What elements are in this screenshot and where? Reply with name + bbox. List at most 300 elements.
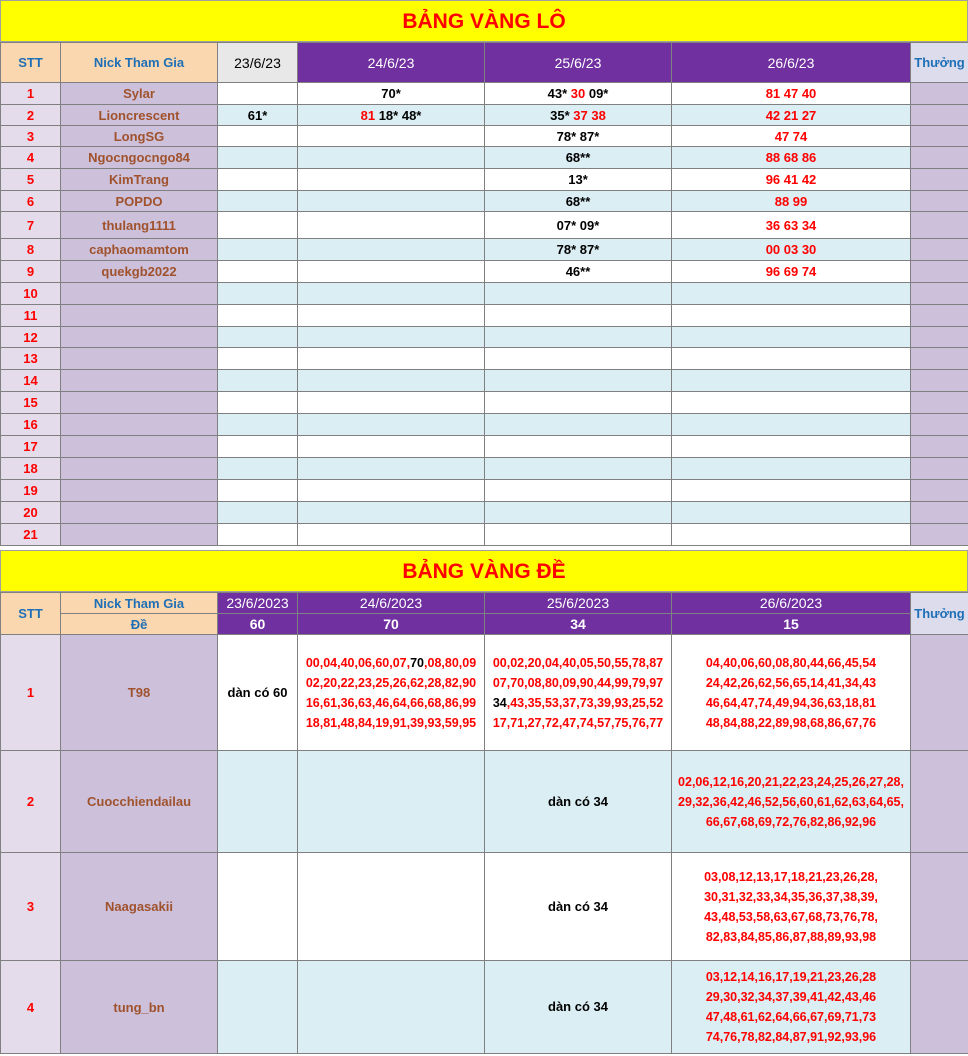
- lo-pick-d4: [672, 169, 911, 191]
- lo-pick-d3: [485, 436, 672, 458]
- lo-pick-d4: [672, 458, 911, 480]
- lo-row: [1, 348, 968, 370]
- lo-pick-number: 35*: [550, 107, 574, 123]
- lo-pick-d2: [298, 327, 485, 348]
- lo-pick-d2: [298, 105, 485, 126]
- de-row: [1, 961, 968, 1054]
- de-row: [1, 853, 968, 961]
- lo-pick-number: 88 99: [774, 193, 808, 209]
- lo-row-nick: [61, 480, 218, 502]
- lo-row-stt: 10: [1, 283, 61, 305]
- lo-pick-number: 81 47 40: [765, 86, 817, 101]
- lo-pick-d3: [485, 458, 672, 480]
- lo-row-nick: LongSG: [61, 126, 218, 147]
- de-number-line: [674, 1007, 908, 1027]
- lo-pick-d4: [672, 370, 911, 392]
- de-row-stt: 3: [1, 853, 61, 961]
- lo-row: [1, 239, 968, 261]
- de-number-segment: 47,48,61,62,64,66,67,69,71,73: [705, 1010, 877, 1024]
- de-table: [0, 592, 968, 1054]
- lo-pick-number: 96 69 74: [765, 264, 817, 279]
- lo-header-date-1: 23/6/23: [218, 43, 298, 83]
- lo-pick-d4: [672, 327, 911, 348]
- lo-pick-d3: [485, 502, 672, 524]
- de-number-segment: 03,12,14,16,17,19,21,23,26,28: [705, 970, 877, 984]
- lo-pick-d4: [672, 83, 911, 105]
- lo-pick-d1: [218, 348, 298, 370]
- lo-pick-d4: [672, 147, 911, 169]
- lo-pick-d4: [672, 305, 911, 327]
- lo-pick-d3: [485, 147, 672, 169]
- lo-row-nick: [61, 327, 218, 348]
- de-number-line: [674, 673, 908, 693]
- lo-pick-d2: [298, 480, 485, 502]
- lo-row: [1, 305, 968, 327]
- de-header-date-3: 25/6/2023: [485, 593, 672, 614]
- lo-pick-d3: [485, 191, 672, 212]
- de-number-line: [300, 673, 482, 693]
- lo-row-prize: [911, 147, 968, 169]
- de-number-line: [674, 907, 908, 927]
- lo-pick-d1: [218, 147, 298, 169]
- de-number-segment: 29,30,32,34,37,39,41,42,43,46: [705, 990, 877, 1004]
- lo-pick-d3: [485, 126, 672, 147]
- de-pick-d3: [485, 961, 672, 1054]
- lo-pick-d3: [485, 105, 672, 126]
- lo-row-nick: [61, 348, 218, 370]
- lo-row-prize: [911, 239, 968, 261]
- lo-row: [1, 524, 968, 546]
- lo-header-date-2: 24/6/23: [298, 43, 485, 83]
- de-number-line: [674, 987, 908, 1007]
- de-number-segment: 16,61,36,63,46,64,66,68,86,99: [305, 695, 477, 710]
- de-header-row: [1, 593, 968, 614]
- lo-pick-d4: [672, 261, 911, 283]
- de-number-line: [674, 772, 908, 792]
- de-pick-d4: [672, 853, 911, 961]
- de-number-segment: 48,84,88,22,89,98,68,86,67,76: [705, 715, 877, 730]
- de-header-prize: Thưởng: [911, 593, 968, 635]
- de-number-list: [672, 653, 910, 733]
- de-number-segment: 34: [492, 695, 507, 710]
- lo-pick-d1: [218, 126, 298, 147]
- lo-row: [1, 126, 968, 147]
- de-pick-d2: [298, 961, 485, 1054]
- lo-row: [1, 283, 968, 305]
- de-pick-d1: [218, 853, 298, 961]
- de-number-line: [300, 713, 482, 733]
- de-pick-d2: [298, 751, 485, 853]
- lo-pick-d4: [672, 126, 911, 147]
- lo-pick-d2: [298, 191, 485, 212]
- lo-pick-d1: [218, 524, 298, 546]
- lo-pick-d4: [672, 191, 911, 212]
- lo-pick-d4: [672, 212, 911, 239]
- de-number-line: [487, 693, 669, 713]
- lo-pick-d2: [298, 436, 485, 458]
- lo-row-prize: [911, 169, 968, 191]
- de-number-list: [672, 867, 910, 947]
- lo-row-stt: 8: [1, 239, 61, 261]
- de-number-segment: 02,06,12,16,20,21,22,23,24,25,26,27,28,: [678, 774, 904, 789]
- de-title-banner: [0, 550, 968, 592]
- de-number-segment: 02,20,22,23,25,26,62,28,82,90: [305, 675, 477, 690]
- lo-pick-d1: [218, 327, 298, 348]
- lo-row: [1, 83, 968, 105]
- lo-pick-d4: [672, 105, 911, 126]
- lo-pick-d2: [298, 83, 485, 105]
- de-pick-d3: [485, 853, 672, 961]
- lo-row-prize: [911, 414, 968, 436]
- lo-pick-d2: [298, 147, 485, 169]
- de-number-segment: 74,76,78,82,84,87,91,92,93,96: [705, 1030, 877, 1044]
- lo-pick-number: 07* 09*: [556, 217, 600, 233]
- lo-row-nick: thulang1111: [61, 212, 218, 239]
- lo-row-prize: [911, 305, 968, 327]
- lo-title: BẢNG VÀNG LÔ: [402, 10, 566, 33]
- lo-pick-d3: [485, 524, 672, 546]
- de-pick-note: dàn có 34: [548, 898, 608, 914]
- de-number-segment: 82,83,84,85,86,87,88,89,93,98: [705, 929, 877, 944]
- lo-pick-d1: [218, 261, 298, 283]
- lo-pick-number: 70*: [381, 86, 401, 101]
- lo-row-nick: Ngocngocngo84: [61, 147, 218, 169]
- de-header-date-4: 26/6/2023: [672, 593, 911, 614]
- lo-row-prize: [911, 348, 968, 370]
- de-number-segment: 29,32,36,42,46,52,56,60,61,62,63,64,65,: [678, 794, 904, 809]
- de-number-segment: 70: [410, 655, 425, 670]
- lo-table: [0, 42, 968, 546]
- de-row-nick: T98: [61, 635, 218, 751]
- lo-row: [1, 370, 968, 392]
- lo-pick-d1: [218, 83, 298, 105]
- lo-pick-number: 42 21 27: [765, 107, 817, 123]
- lo-pick-number: 78* 87*: [556, 242, 600, 257]
- lo-row-nick: [61, 305, 218, 327]
- de-row-prize: [911, 853, 968, 961]
- de-number-segment: 66,67,68,69,72,76,82,86,92,96: [705, 814, 877, 829]
- lo-row: [1, 436, 968, 458]
- lo-pick-d2: [298, 305, 485, 327]
- lo-pick-d1: [218, 283, 298, 305]
- lo-row-nick: caphaomamtom: [61, 239, 218, 261]
- lo-header-date-3: 25/6/23: [485, 43, 672, 83]
- lo-row-nick: KimTrang: [61, 169, 218, 191]
- lo-row: [1, 480, 968, 502]
- de-number-segment: 03,08,12,13,17,18,21,23,26,28,: [704, 869, 878, 884]
- lo-pick-number: 00 03 30: [765, 242, 817, 257]
- de-number-segment: ,43,35,53,37,73,39,93,25,52: [506, 695, 664, 710]
- lo-pick-d3: [485, 83, 672, 105]
- lo-pick-number: 61*: [247, 107, 268, 123]
- lo-row: [1, 169, 968, 191]
- lo-row-stt: 13: [1, 348, 61, 370]
- de-number-line: [674, 792, 908, 812]
- lo-row-stt: 19: [1, 480, 61, 502]
- lo-row: [1, 147, 968, 169]
- lo-pick-number: 46**: [565, 264, 591, 279]
- lo-header-prize: Thưởng: [911, 43, 968, 83]
- lo-pick-d1: [218, 105, 298, 126]
- de-pick-note: dàn có 60: [227, 684, 288, 700]
- de-row-prize: [911, 961, 968, 1054]
- lo-pick-d2: [298, 458, 485, 480]
- lo-row-stt: 1: [1, 83, 61, 105]
- lo-pick-number: 30: [570, 86, 589, 101]
- lo-row-prize: [911, 392, 968, 414]
- de-number-line: [674, 967, 908, 987]
- lo-row-prize: [911, 502, 968, 524]
- lo-pick-d3: [485, 212, 672, 239]
- de-number-line: [674, 887, 908, 907]
- de-number-line: [674, 653, 908, 673]
- lo-pick-d2: [298, 261, 485, 283]
- lo-pick-d3: [485, 169, 672, 191]
- lo-row: [1, 414, 968, 436]
- lo-row-prize: [911, 524, 968, 546]
- lo-row: [1, 327, 968, 348]
- de-result-3: 34: [485, 614, 672, 635]
- de-pick-d2: [298, 635, 485, 751]
- de-number-segment: 18,81,48,84,19,91,39,93,59,95: [305, 715, 477, 730]
- lo-pick-d3: [485, 414, 672, 436]
- lo-row-stt: 6: [1, 191, 61, 212]
- lo-row-stt: 16: [1, 414, 61, 436]
- lo-row-nick: [61, 436, 218, 458]
- lo-pick-d4: [672, 524, 911, 546]
- de-number-line: [300, 693, 482, 713]
- lo-pick-d2: [298, 414, 485, 436]
- lo-row-stt: 18: [1, 458, 61, 480]
- lo-pick-d3: [485, 305, 672, 327]
- lo-pick-d2: [298, 212, 485, 239]
- de-pick-d4: [672, 635, 911, 751]
- lo-header-stt: STT: [1, 43, 61, 83]
- lo-pick-number: 09*: [588, 86, 609, 101]
- lo-row: [1, 105, 968, 126]
- de-pick-d4: [672, 751, 911, 853]
- lo-row-prize: [911, 370, 968, 392]
- lo-header-date-4: 26/6/23: [672, 43, 911, 83]
- de-row-nick: Naagasakii: [61, 853, 218, 961]
- lo-pick-d2: [298, 502, 485, 524]
- de-result-2: 70: [298, 614, 485, 635]
- de-pick-d1: [218, 961, 298, 1054]
- de-pick-d2: [298, 853, 485, 961]
- de-number-line: [487, 673, 669, 693]
- de-row-prize: [911, 751, 968, 853]
- de-number-line: [674, 713, 908, 733]
- de-number-segment: 00,04,40,06,60,07,: [305, 655, 411, 670]
- de-number-line: [674, 812, 908, 832]
- lo-row-prize: [911, 283, 968, 305]
- lo-pick-d1: [218, 305, 298, 327]
- lo-pick-d1: [218, 239, 298, 261]
- de-row-nick: Cuocchiendailau: [61, 751, 218, 853]
- lo-pick-d2: [298, 524, 485, 546]
- de-pick-d3: [485, 635, 672, 751]
- lo-row-stt: 21: [1, 524, 61, 546]
- lo-pick-d2: [298, 169, 485, 191]
- de-number-line: [487, 713, 669, 733]
- lo-row: [1, 392, 968, 414]
- lo-pick-d4: [672, 239, 911, 261]
- lo-row-prize: [911, 480, 968, 502]
- lo-row-stt: 9: [1, 261, 61, 283]
- lo-row-stt: 3: [1, 126, 61, 147]
- lo-pick-d4: [672, 436, 911, 458]
- lo-row-prize: [911, 105, 968, 126]
- lo-row-prize: [911, 458, 968, 480]
- de-row-nick: tung_bn: [61, 961, 218, 1054]
- lo-row-nick: [61, 370, 218, 392]
- de-number-segment: 17,71,27,72,47,74,57,75,76,77: [492, 715, 664, 730]
- de-header-date-1: 23/6/2023: [218, 593, 298, 614]
- de-result-1: 60: [218, 614, 298, 635]
- de-result-row: [1, 614, 968, 635]
- lo-pick-number: 68**: [565, 150, 591, 165]
- de-number-line: [300, 653, 482, 673]
- lo-pick-d1: [218, 169, 298, 191]
- lo-pick-d3: [485, 239, 672, 261]
- lo-pick-d4: [672, 480, 911, 502]
- de-number-line: [674, 693, 908, 713]
- lo-pick-d3: [485, 327, 672, 348]
- lo-row: [1, 212, 968, 239]
- lo-header-row: [1, 43, 968, 83]
- lo-pick-d4: [672, 283, 911, 305]
- lo-row-stt: 4: [1, 147, 61, 169]
- lo-pick-number: 81: [360, 107, 379, 123]
- lo-pick-d2: [298, 126, 485, 147]
- lo-pick-d2: [298, 283, 485, 305]
- lo-pick-number: 37 38: [573, 107, 606, 123]
- de-number-segment: 30,31,32,33,34,35,36,37,38,39,: [704, 889, 878, 904]
- lo-pick-number: 96 41 42: [765, 172, 817, 187]
- lo-row-stt: 11: [1, 305, 61, 327]
- de-header-de-label: Đề: [61, 614, 218, 635]
- lo-row-prize: [911, 212, 968, 239]
- lo-row-nick: [61, 283, 218, 305]
- lo-row-nick: [61, 502, 218, 524]
- de-number-list: [298, 653, 484, 733]
- de-number-list: [672, 967, 910, 1047]
- lo-pick-d2: [298, 239, 485, 261]
- lo-row-prize: [911, 126, 968, 147]
- lo-pick-d3: [485, 480, 672, 502]
- lo-row-stt: 5: [1, 169, 61, 191]
- de-number-segment: ,08,80,09: [424, 655, 477, 670]
- lo-row-stt: 2: [1, 105, 61, 126]
- lo-pick-d3: [485, 392, 672, 414]
- lo-pick-d2: [298, 392, 485, 414]
- lo-row-nick: quekgb2022: [61, 261, 218, 283]
- lo-pick-d3: [485, 283, 672, 305]
- de-number-line: [674, 1027, 908, 1047]
- lo-pick-number: 36 63 34: [765, 217, 817, 233]
- lo-row-nick: Sylar: [61, 83, 218, 105]
- de-pick-d4: [672, 961, 911, 1054]
- lo-pick-d3: [485, 370, 672, 392]
- de-row: [1, 751, 968, 853]
- de-pick-d1: [218, 751, 298, 853]
- de-number-line: [487, 653, 669, 673]
- lo-title-banner: [0, 0, 968, 42]
- lo-pick-d2: [298, 348, 485, 370]
- de-title: BẢNG VÀNG ĐỀ: [402, 560, 566, 583]
- de-header-date-2: 24/6/2023: [298, 593, 485, 614]
- lo-pick-number: 78* 87*: [556, 128, 600, 144]
- lo-pick-number: 88 68 86: [765, 150, 817, 165]
- lo-row: [1, 191, 968, 212]
- de-row-stt: 4: [1, 961, 61, 1054]
- lo-pick-d4: [672, 392, 911, 414]
- de-pick-note: dàn có 34: [548, 999, 608, 1014]
- lo-row-nick: [61, 458, 218, 480]
- lo-pick-number: 13*: [568, 172, 588, 187]
- de-pick-d1: [218, 635, 298, 751]
- lo-row-stt: 7: [1, 212, 61, 239]
- lo-row-stt: 15: [1, 392, 61, 414]
- lo-pick-d1: [218, 458, 298, 480]
- lo-row-nick: [61, 414, 218, 436]
- lo-pick-d1: [218, 191, 298, 212]
- de-number-segment: 04,40,06,60,08,80,44,66,45,54: [705, 655, 877, 670]
- lo-row-prize: [911, 261, 968, 283]
- lo-pick-d3: [485, 261, 672, 283]
- lo-pick-d2: [298, 370, 485, 392]
- lo-pick-d1: [218, 212, 298, 239]
- de-row-stt: 1: [1, 635, 61, 751]
- lo-row-stt: 14: [1, 370, 61, 392]
- lo-pick-d3: [485, 348, 672, 370]
- lo-row: [1, 261, 968, 283]
- de-number-list: [485, 653, 671, 733]
- de-pick-note: dàn có 34: [548, 793, 608, 809]
- lo-row: [1, 502, 968, 524]
- lo-row-nick: [61, 524, 218, 546]
- de-number-segment: 43,48,53,58,63,67,68,73,76,78,: [704, 909, 878, 924]
- de-row-stt: 2: [1, 751, 61, 853]
- lo-row-nick: Lioncrescent: [61, 105, 218, 126]
- lo-row-stt: 12: [1, 327, 61, 348]
- lo-row-stt: 20: [1, 502, 61, 524]
- de-number-segment: 07,70,08,80,09,90,44,99,79,97: [492, 675, 664, 690]
- de-result-4: 15: [672, 614, 911, 635]
- lo-pick-d1: [218, 480, 298, 502]
- lo-pick-number: 47 74: [774, 128, 808, 144]
- lo-row-nick: [61, 392, 218, 414]
- lo-pick-d1: [218, 414, 298, 436]
- de-row-prize: [911, 635, 968, 751]
- lo-row-prize: [911, 191, 968, 212]
- lo-pick-number: 43*: [547, 86, 571, 101]
- de-header-stt: STT: [1, 593, 61, 635]
- de-pick-d3: [485, 751, 672, 853]
- lo-row-prize: [911, 436, 968, 458]
- de-number-segment: 00,02,20,04,40,05,50,55,78,87: [492, 655, 664, 670]
- lo-pick-d1: [218, 502, 298, 524]
- lo-row: [1, 458, 968, 480]
- de-number-line: [674, 927, 908, 947]
- lo-pick-d1: [218, 370, 298, 392]
- lo-row-nick: POPDO: [61, 191, 218, 212]
- de-number-segment: 24,42,26,62,56,65,14,41,34,43: [705, 675, 877, 690]
- lo-row-stt: 17: [1, 436, 61, 458]
- de-row: [1, 635, 968, 751]
- lo-pick-d1: [218, 436, 298, 458]
- lo-row-prize: [911, 83, 968, 105]
